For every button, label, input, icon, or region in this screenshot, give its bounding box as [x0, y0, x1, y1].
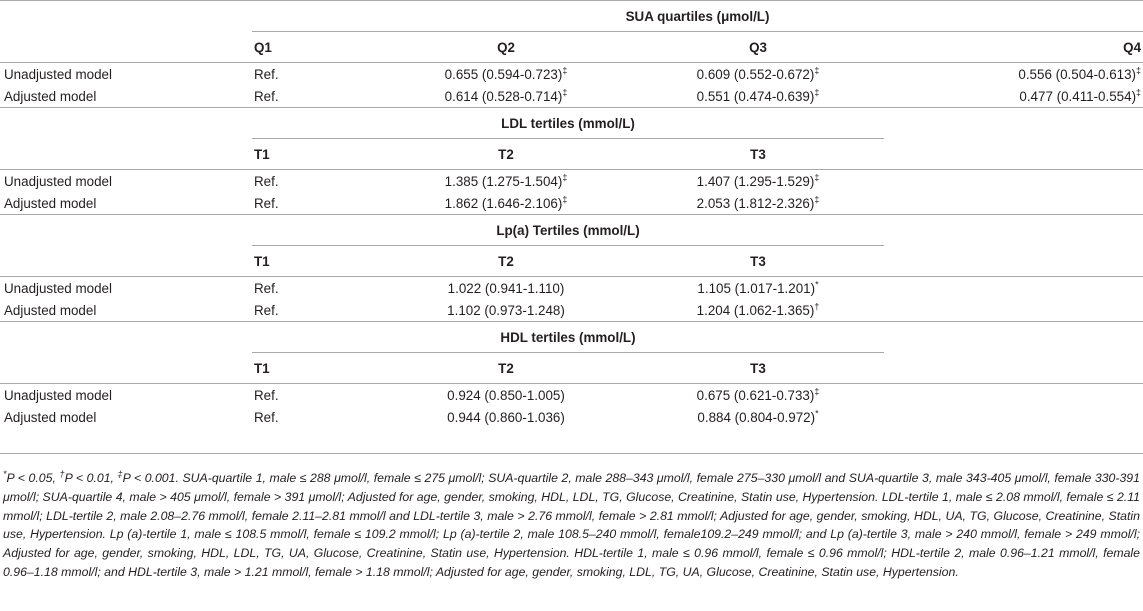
table-row — [0, 192, 1143, 215]
table-bottom-rule — [0, 453, 1143, 454]
table-cell: 0.609 (0.552-0.672)‡ — [632, 63, 884, 86]
table-cell: Ref. — [252, 384, 380, 407]
table-cell: 0.655 (0.594-0.723)‡ — [380, 63, 632, 86]
table-cell: 0.477 (0.411-0.554)‡ — [1019, 87, 1142, 104]
column-header-row — [0, 139, 1143, 170]
row-label: Unadjusted model — [0, 170, 252, 193]
column-header-row — [0, 32, 1143, 63]
table-cell: 0.924 (0.850-1.005) — [380, 384, 632, 407]
table-row — [0, 406, 1143, 428]
table-cell: 1.862 (1.646-2.106)‡ — [444, 194, 568, 211]
column-header: T3 — [750, 253, 766, 269]
column-header: T3 — [750, 146, 766, 162]
table-cell: 0.675 (0.621-0.733)‡ — [632, 384, 884, 407]
column-header: T1 — [254, 253, 270, 269]
footnote-mark: ‡ — [117, 468, 123, 479]
table-cell: 2.053 (1.812-2.326)‡ — [696, 194, 820, 211]
row-label: Unadjusted model — [0, 384, 252, 407]
column-header: T3 — [750, 360, 766, 376]
row-label: Adjusted model — [4, 409, 97, 425]
table-cell: Ref. — [252, 277, 380, 300]
column-header: T1 — [254, 360, 270, 376]
table-footnote: *P < 0.05, †P < 0.01, ‡P < 0.001. SUA-quartile 1, male ≤ 288 μmol/l, female ≤ 275 μmol/l; SUA-quartile 2, male 288–343 μmol/l, female 275–330 μmol/l and SUA-quartile 3, male 343-405 μmol/l, female 330-391 μmol/l; SUA-quartile 4, male > 405 μmol/l, female > 391 μmol/l; Adjusted for age, gender, smoking, HDL, LDL, TG, Glucose, Creatinine, Statin use, Hypertension. LDL-tertile 1, male ≤ 2.08 mmol/l, female ≤ 2.11 mmol/l; LDL-tertile 2, male 2.08–2.76 mmol/l, female 2.11–2.81 mmol/l and LDL-tertile 3, male > 2.76 mmol/l, female > 2.81 mmol/l; Adjusted for age, gender, smoking, HDL, UA, TG, Glucose, Creatinine, Statin use, Hypertension. Lp (a)-tertile 1, male ≤ 108.5 mmol/l, female ≤ 109.2 mmol/l; Lp (a)-tertile 2, male 108.5–240 mmol/l, female109.2–249 mmol/l; and Lp (a)-tertile 3, male > 240 mmol/l, female > 249 mmol/l; Adjusted for age, gender, smoking, HDL, LDL, TG, UA, Glucose, Creatinine, Statin use, Hypertension. HDL-tertile 1, male ≤ 0.96 mmol/l, female ≤ 0.96 mmol/l; HDL-tertile 2, male 0.96–1.21 mmol/l, female 0.96–1.18 mmol/l; and HDL-tertile 3, male > 1.21 mmol/l, female > 1.18 mmol/l; Adjusted for age, gender, smoking, LDL, TG, UA, Glucose, Creatinine, Statin use, Hypertension. — [3, 468, 1140, 579]
table-cell: 0.884 (0.804-0.972)* — [697, 408, 819, 425]
table-cell: 0.556 (0.504-0.613)‡ — [884, 63, 1143, 86]
column-header: T2 — [498, 360, 514, 376]
section-title: HDL tertiles (mmol/L) — [252, 322, 884, 353]
table-row — [0, 85, 1143, 108]
column-header: Q4 — [1123, 39, 1142, 55]
section-header-ldl — [0, 108, 1143, 139]
column-header: T2 — [498, 253, 514, 269]
column-header-row — [0, 246, 1143, 277]
table-cell: 1.105 (1.017-1.201)* — [632, 277, 884, 300]
table-cell: Ref. — [254, 302, 279, 318]
footnote-mark: * — [3, 468, 7, 479]
table-cell: 1.204 (1.062-1.365)† — [696, 301, 820, 318]
row-label: Adjusted model — [4, 195, 97, 211]
table-cell: 1.407 (1.295-1.529)‡ — [632, 170, 884, 193]
column-header: Q3 — [749, 39, 767, 55]
row-label: Unadjusted model — [0, 277, 252, 300]
column-header: Q2 — [497, 39, 515, 55]
table-cell: Ref. — [252, 63, 380, 86]
section-header-sua — [0, 1, 1143, 32]
table-row — [0, 277, 1143, 300]
footnote-body: SUA-quartile 1, male ≤ 288 μmol/l, female ≤ 275 μmol/l; SUA-quartile 2, male 288–343 μmol/l, female 275–330 μmol/l and SUA-quartile 3, male 343-405 μmol/l, female 330-391 μmol/l; SUA-quartile 4, male > 405 μmol/l, female > 391 μmol/l; Adjusted for age, gender, smoking, HDL, LDL, TG, Glucose, Creatinine, Statin use, Hypertension. LDL-tertile 1, male ≤ 2.08 mmol/l, female ≤ 2.11 mmol/l; LDL-tertile 2, male 2.08–2.76 mmol/l, female 2.11–2.81 mmol/l and LDL-tertile 3, male > 2.76 mmol/l, female > 2.81 mmol/l; Adjusted for age, gender, smoking, HDL, UA, TG, Glucose, Creatinine, Statin use, Hypertension. Lp (a)-tertile 1, male ≤ 108.5 mmol/l, female ≤ 109.2 mmol/l; Lp (a)-tertile 2, male 108.5–240 mmol/l, female109.2–249 mmol/l; and Lp (a)-tertile 3, male > 240 mmol/l, female > 249 mmol/l; Adjusted for age, gender, smoking, HDL, LDL, TG, UA, Glucose, Creatinine, Statin use, Hypertension. HDL-tertile 1, male ≤ 0.96 mmol/l, female ≤ 0.96 mmol/l; HDL-tertile 2, male 0.96–1.21 mmol/l, female 0.96–1.18 mmol/l; and HDL-tertile 3, male > 1.21 mmol/l, female > 1.18 mmol/l; Adjusted for age, gender, smoking, LDL, TG, UA, Glucose, Creatinine, Statin use, Hypertension. — [3, 471, 1140, 579]
row-label: Adjusted model — [4, 302, 97, 318]
section-title: LDL tertiles (mmol/L) — [252, 108, 884, 139]
column-header: T1 — [254, 146, 270, 162]
section-title: Lp(a) Tertiles (mmol/L) — [252, 215, 884, 246]
table-cell: Ref. — [254, 409, 279, 425]
section-header-lpa — [0, 215, 1143, 246]
row-label: Adjusted model — [4, 88, 97, 104]
footnote-mark: † — [59, 468, 65, 479]
table-cell: 0.944 (0.860-1.036) — [447, 409, 565, 425]
column-header: Q1 — [254, 39, 272, 55]
table-cell: 0.551 (0.474-0.639)‡ — [696, 87, 820, 104]
table-cell: 1.022 (0.941-1.110) — [380, 277, 632, 300]
table-cell: 1.102 (0.973-1.248) — [447, 302, 565, 318]
table-row — [0, 384, 1143, 407]
column-header-row — [0, 353, 1143, 384]
table-cell: Ref. — [254, 195, 279, 211]
row-label: Unadjusted model — [0, 63, 252, 86]
section-header-hdl — [0, 322, 1143, 353]
table-row — [0, 299, 1143, 322]
table-cell: Ref. — [252, 170, 380, 193]
table-cell: 1.385 (1.275-1.504)‡ — [380, 170, 632, 193]
table-cell: 0.614 (0.528-0.714)‡ — [444, 87, 568, 104]
table-cell: Ref. — [254, 88, 279, 104]
column-header: T2 — [498, 146, 514, 162]
table-row — [0, 63, 1143, 86]
section-title: SUA quartiles (μmol/L) — [252, 1, 1143, 32]
table-row — [0, 170, 1143, 193]
